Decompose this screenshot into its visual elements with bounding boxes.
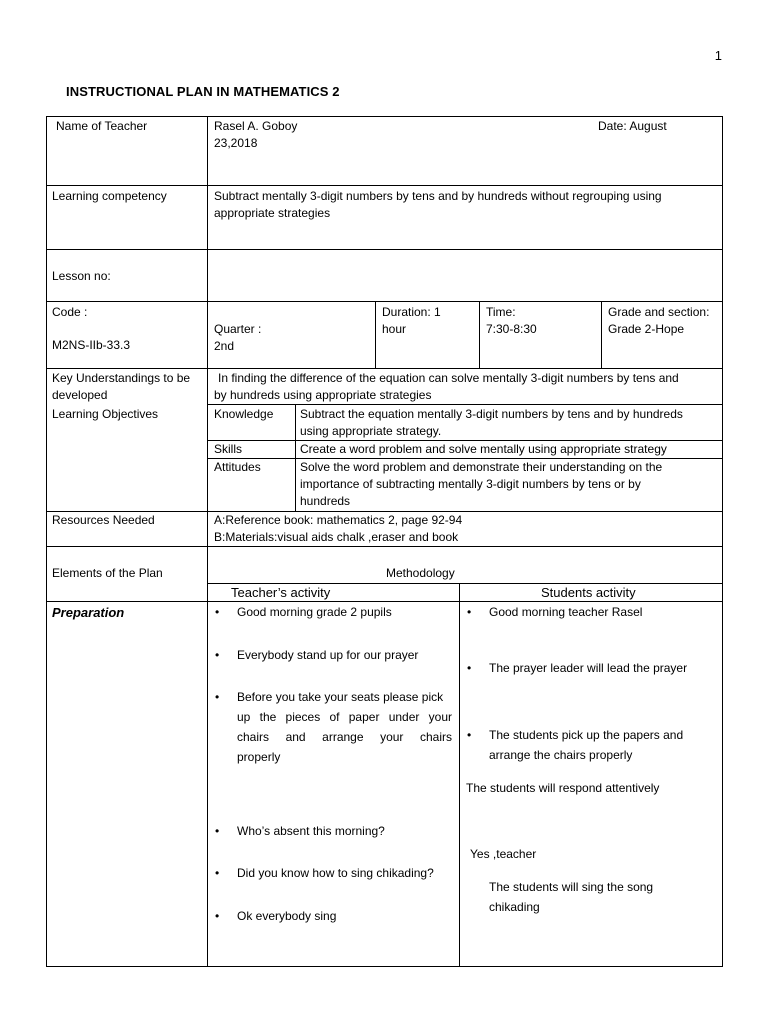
teacher-item: • Did you know how to sing chikading?	[237, 865, 434, 882]
attitudes-text-line3: hundreds	[300, 494, 351, 508]
teacher-item: • Everybody stand up for our prayer	[237, 647, 418, 664]
date-value: 23,2018	[214, 136, 258, 150]
key-understandings-label-line1: Key Understandings to be	[52, 371, 191, 385]
code-value: M2NS-IIb-33.3	[52, 338, 131, 352]
resources-label: Resources Needed	[52, 513, 155, 527]
teacher-item: • Who’s absent this morning?	[237, 823, 385, 840]
students-activity-header: Students activity	[541, 585, 636, 600]
resources-line2: B:Materials:visual aids chalk ,eraser and book	[214, 530, 459, 544]
time-label: Time:	[486, 305, 516, 319]
grade-value: Grade 2-Hope	[608, 322, 685, 336]
key-understandings-text-line2: by hundreds using appropriate strategies	[214, 388, 432, 402]
student-item: • Good morning teacher Rasel	[489, 604, 642, 621]
duration-label: Duration: 1	[382, 305, 441, 319]
student-item: The students will sing the song	[489, 880, 654, 894]
lesson-label: Lesson no:	[52, 269, 111, 283]
attitudes-text-line1: Solve the word problem and demonstrate their understanding on the	[300, 460, 663, 474]
student-item-cont: arrange the chairs properly	[489, 748, 633, 762]
student-item-cont: chikading	[489, 900, 540, 914]
elements-label: Elements of the Plan	[52, 566, 163, 580]
objectives-label: Learning Objectives	[52, 407, 159, 421]
teacher-item-cont: chairs and arrange your chairs	[237, 730, 452, 744]
student-item: • The prayer leader will lead the prayer	[489, 660, 687, 677]
quarter-value: 2nd	[214, 339, 235, 353]
competency-text-line2: appropriate strategies	[214, 206, 331, 220]
key-understandings-text-line1: In finding the difference of the equation can solve mentally 3-digit numbers by tens and	[218, 371, 679, 385]
key-understandings-label-line2: developed	[52, 388, 108, 402]
competency-text-line1: Subtract mentally 3-digit numbers by tens and by hundreds without regrouping using	[214, 189, 662, 203]
teacher-item-cont: properly	[237, 750, 281, 764]
attitudes-text-line2: importance of subtracting mentally 3-digit numbers by tens or by	[300, 477, 641, 491]
student-item: Yes ,teacher	[470, 847, 537, 861]
competency-label: Learning competency	[52, 189, 167, 203]
grade-label: Grade and section:	[608, 305, 710, 319]
teacher-name: Rasel A. Goboy	[214, 119, 298, 133]
skills-text: Create a word problem and solve mentally using appropriate strategy	[300, 442, 667, 456]
methodology-label: Methodology	[386, 566, 455, 580]
resources-line1: A:Reference book: mathematics 2, page 92-94	[214, 513, 463, 527]
student-item: • The students pick up the papers and	[489, 727, 683, 744]
student-item: The students will respond attentively	[466, 781, 660, 795]
teacher-item: • Before you take your seats please pick	[237, 689, 443, 706]
attitudes-label: Attitudes	[214, 460, 261, 474]
knowledge-label: Knowledge	[214, 407, 274, 421]
preparation-label: Preparation	[52, 605, 125, 620]
knowledge-text-line2: using appropriate strategy.	[300, 424, 442, 438]
skills-label: Skills	[214, 442, 243, 456]
page-number: 1	[714, 48, 722, 63]
document-title: INSTRUCTIONAL PLAN IN MATHEMATICS 2	[66, 84, 340, 99]
knowledge-text-line1: Subtract the equation mentally 3-digit numbers by tens and by hundreds	[300, 407, 683, 421]
duration-value: hour	[382, 322, 407, 336]
teacher-item: • Ok everybody sing	[237, 908, 336, 925]
date-label: Date: August	[598, 119, 667, 133]
teacher-item: • Good morning grade 2 pupils	[237, 604, 392, 621]
teacher-label: Name of Teacher	[56, 119, 148, 133]
quarter-label: Quarter :	[214, 322, 262, 336]
code-label: Code :	[52, 305, 88, 319]
teacher-activity-header: Teacher’s activity	[231, 585, 331, 600]
teacher-item-cont: up the pieces of paper under your	[237, 710, 452, 724]
time-value: 7:30-8:30	[486, 322, 537, 336]
